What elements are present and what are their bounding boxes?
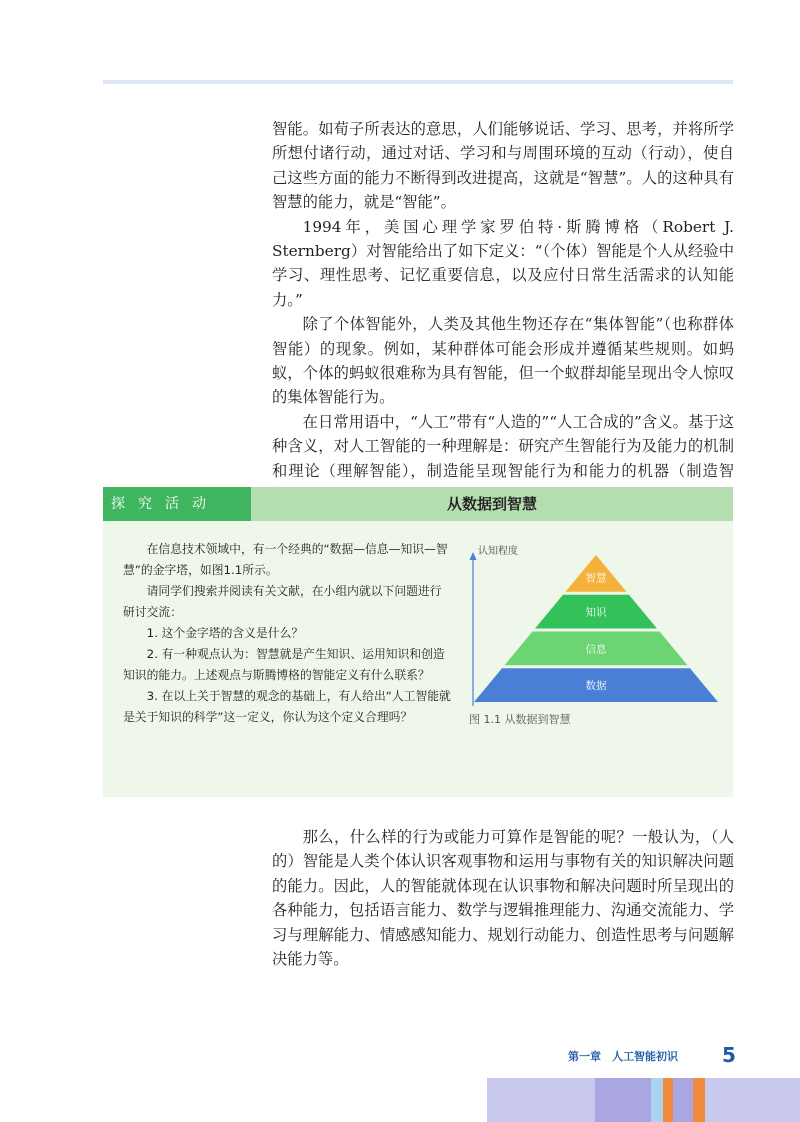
pyramid-label-knowledge: 知识 bbox=[585, 606, 607, 619]
activity-title: 从数据到智慧 bbox=[446, 495, 537, 513]
band-segment bbox=[673, 1078, 693, 1122]
band-segment bbox=[487, 1078, 595, 1122]
activity-question: 3. 在以上关于智慧的观念的基础上，有人给出“人工智能就是关于知识的科学”这一定义，你认为这个定义合理吗？ bbox=[123, 689, 451, 724]
paragraph: 智能。如荀子所表达的意思，人们能够说话、学习、思考，并将所学所想付诸行动，通过对话、学习和与周围环境的互动（行动），使自己这些方面的能力不断得到改进提高，这就是“智慧”。人的这种具有智慧的能力，就是“智能”。 bbox=[272, 120, 734, 212]
paragraph: 除了个体智能外，人类及其他生物还存在“集体智能”（也称群体智能）的现象。例如，某种群体可能会形成并遵循某些规则。如蚂蚁，个体的蚂蚁很难称为具有智能，但一个蚁群却能呈现出令人惊叹的集体智能行为。 bbox=[272, 315, 734, 407]
activity-question: 2. 有一种观点认为：智慧就是产生知识、运用知识和创造知识的能力。上述观点与斯腾博格的智能定义有什么联系？ bbox=[123, 647, 445, 682]
paragraph: 那么，什么样的行为或能力可算作是智能的呢？一般认为，（人的）智能是人类个体认识客观事物和运用与事物有关的知识解决问题的能力。因此，人的智能就体现在认识事物和解决问题时所呈现出的各种能力，包括语言能力、数学与逻辑推理能力、沟通交流能力、学习与理解能力、情感感知能力、规划行动能力、创造性思考与问题解决能力等。 bbox=[272, 828, 734, 969]
band-segment bbox=[705, 1078, 800, 1122]
chapter-label: 第一章 人工智能初识 bbox=[568, 1050, 678, 1063]
band-segment bbox=[595, 1078, 651, 1122]
activity-prompt: 请同学们搜索并阅读有关文献，在小组内就以下问题进行研讨交流： bbox=[123, 584, 442, 619]
pyramid-label-data: 数据 bbox=[585, 680, 607, 693]
paragraph: 1994年，美国心理学家罗伯特·斯腾博格（Robert J. Sternberg）对智能给出了如下定义：“（个体）智能是个人从经验中学习、理性思考、记忆重要信息，以及应付日常生活需求的认知能力。” bbox=[272, 217, 734, 309]
pyramid-figure bbox=[465, 540, 727, 736]
activity-tag: 探究活动 bbox=[103, 487, 251, 521]
top-rule bbox=[103, 80, 733, 84]
y-axis-arrow bbox=[470, 552, 477, 560]
pyramid-label-wisdom: 智慧 bbox=[585, 572, 607, 585]
band-segment bbox=[693, 1078, 705, 1122]
pyramid-label-information: 信息 bbox=[585, 643, 607, 656]
activity-text bbox=[123, 539, 451, 728]
paragraph: 在日常用语中，“人工”带有“人造的”“人工合成的”含义。基于这种含义，对人工智能的一种理解是：研究产生智能行为及能力的机制和理论（理解智能），制造能呈现智能行为和能力的机器（制造智 bbox=[272, 412, 734, 480]
figure-caption: 图 1.1 从数据到智慧 bbox=[469, 713, 571, 726]
footer-color-band bbox=[487, 1078, 800, 1122]
y-axis-label: 认知程度 bbox=[478, 546, 518, 557]
band-segment bbox=[651, 1078, 663, 1122]
band-segment bbox=[663, 1078, 673, 1122]
activity-question: 1. 这个金字塔的含义是什么？ bbox=[146, 626, 304, 640]
body-text-bottom bbox=[272, 825, 734, 971]
activity-intro: 在信息技术领域中，有一个经典的“数据—信息—知识—智慧”的金字塔，如图1.1所示。 bbox=[123, 542, 448, 577]
body-text-top bbox=[272, 117, 734, 508]
activity-header bbox=[103, 487, 733, 521]
page-number: 5 bbox=[722, 1043, 736, 1067]
